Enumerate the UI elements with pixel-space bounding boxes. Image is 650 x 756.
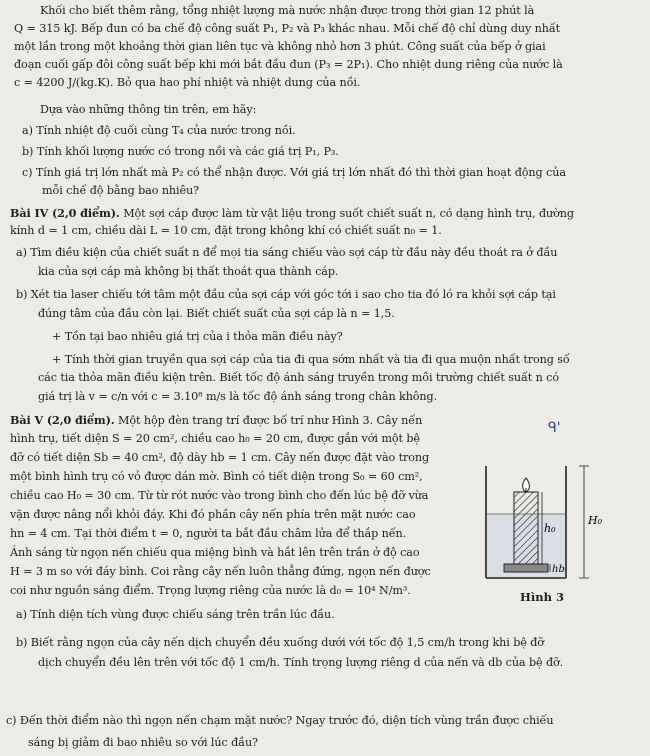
text-line: hn = 4 cm. Tại thời điểm t = 0, người ta bắt đầu châm lửa để thắp nến. — [10, 527, 407, 540]
text-line: hình trụ, tiết diện S = 20 cm², chiều cao h₀ = 20 cm, được gắn với một bệ — [10, 432, 420, 445]
figure-3 — [474, 452, 634, 607]
text-line: c) Tính giá trị lớn nhất mà P₂ có thể nhận được. Với giá trị lớn nhất đó thì thời gian hoạt động của — [22, 166, 566, 179]
text-line: chiều cao H₀ = 30 cm. Từ từ rót nước vào trong bình cho đến lúc bệ đỡ vừa — [10, 489, 429, 502]
candle-box-diagram — [474, 452, 634, 607]
text-line: đỡ có tiết diện Sb = 40 cm², độ dày hb = 1 cm. Cây nến được đặt vào trong — [10, 451, 430, 464]
text-line: giá trị là v = c/n với c = 3.10⁸ m/s là tốc độ ánh sáng trong chân không. — [38, 390, 438, 403]
text-line: + Tồn tại bao nhiêu giá trị của i thỏa mãn điều này? — [52, 330, 343, 343]
text-line: coi như nguồn sáng điểm. Trọng lượng riêng của nước là d₀ = 10⁴ N/m³. — [10, 584, 411, 597]
text-line: các tia thỏa mãn điều kiện trên. Biết tốc độ ánh sáng truyền trong môi trường chiết suất n có — [38, 371, 559, 384]
text-line: một lần trong một khoảng thời gian liên tục và không nhỏ hơn 3 phút. Công suất của bếp ở giai — [14, 40, 546, 53]
label-hb: hb — [552, 564, 565, 575]
text-line: c) Đến thời điểm nào thì ngọn nến chạm mặt nước? Ngay trước đó, diện tích vùng trần được chiếu — [6, 714, 554, 727]
text-line: H = 3 m so với đáy bình. Coi rằng cây nến luôn thẳng đứng, ngọn nến được — [10, 565, 431, 578]
text-line: kính d = 1 cm, chiều dài L = 10 cm, đặt trong không khí có chiết suất n₀ = 1. — [10, 224, 442, 237]
text-line: một bình hình trụ có vỏ được dán mờ. Bình có tiết diện trong S₀ = 60 cm², — [10, 470, 423, 483]
text-line: a) Tìm điều kiện của chiết suất n để mọi tia sáng chiếu vào sợi cáp từ đầu này đều thoát ra ở đầu — [16, 246, 558, 259]
text-line: Ánh sáng từ ngọn nến chiếu qua miệng bình và hắt lên trên trần ở độ cao — [10, 546, 420, 559]
text-line: b) Biết rằng ngọn của cây nến dịch chuyển đều xuống dưới với tốc độ 1,5 cm/h trong khi bệ đỡ — [16, 636, 544, 649]
text-line: Q = 315 kJ. Bếp đun có ba chế độ công suất P₁, P₂ và P₃ khác nhau. Mỗi chế độ chỉ dùng duy nhất — [14, 22, 560, 35]
text-line: dịch chuyển đều lên trên với tốc độ 1 cm/h. Tính trọng lượng riêng d của nến và db của bệ đỡ. — [38, 656, 564, 669]
text-line: b) Xét tia laser chiếu tới tâm một đầu của sợi cáp với góc tới i sao cho tia đó ló ra khỏi sợi cáp tại — [16, 288, 556, 301]
text-line: + Tính thời gian truyền qua sợi cáp của tia đi qua sớm nhất và tia đi qua muộn nhất trong số — [52, 353, 570, 366]
label-h0: h₀ — [544, 522, 556, 535]
text-line: Dựa vào những thông tin trên, em hãy: — [40, 103, 257, 116]
text-line: Khối cho biết thêm rằng, tổng nhiệt lượng mà nước nhận được trong thời gian 12 phút là — [40, 4, 535, 17]
text-line: vặn được nâng nổi khỏi đáy. Khi đó phần cây nến phía trên mặt nước cao — [10, 508, 416, 521]
text-line: c = 4200 J/(kg.K). Bỏ qua hao phí nhiệt và nhiệt dung của nồi. — [14, 76, 361, 89]
text-line: mỗi chế độ bằng bao nhiêu? — [42, 184, 200, 197]
text-line: Bài IV (2,0 điểm). Một sợi cáp được làm từ vật liệu trong suốt chiết suất n, có dạng hình trụ, đường — [10, 206, 574, 220]
candle — [514, 492, 538, 564]
text-line: kia của sợi cáp mà không bị thất thoát qua thành cáp. — [38, 265, 339, 278]
text-line: đoạn cuối gấp đôi công suất bếp khi mới bắt đầu đun (P₃ = 2P₁). Cho nhiệt dung riêng của nước là — [14, 58, 563, 71]
text-line: a) Tính nhiệt độ cuối cùng T₄ của nước trong nồi. — [22, 124, 296, 137]
figure-caption: Hình 3 — [520, 590, 564, 604]
label-H0: H₀ — [588, 514, 603, 527]
text-line: Bài V (2,0 điểm). Một hộp đèn trang trí được bố trí như Hình 3. Cây nến — [10, 413, 423, 427]
candle-base — [504, 564, 548, 572]
text-line: sáng bị giảm đi bao nhiêu so với lúc đầu? — [28, 736, 258, 749]
text-line: đúng tâm của đầu còn lại. Biết chiết suất của sợi cáp là n = 1,5. — [38, 307, 395, 320]
text-line: b) Tính khối lượng nước có trong nồi và các giá trị P₁, P₃. — [22, 145, 339, 158]
pen-mark-icon: ᑫ' — [548, 420, 561, 436]
text-line: a) Tính diện tích vùng được chiếu sáng trên trần lúc đầu. — [16, 608, 335, 621]
